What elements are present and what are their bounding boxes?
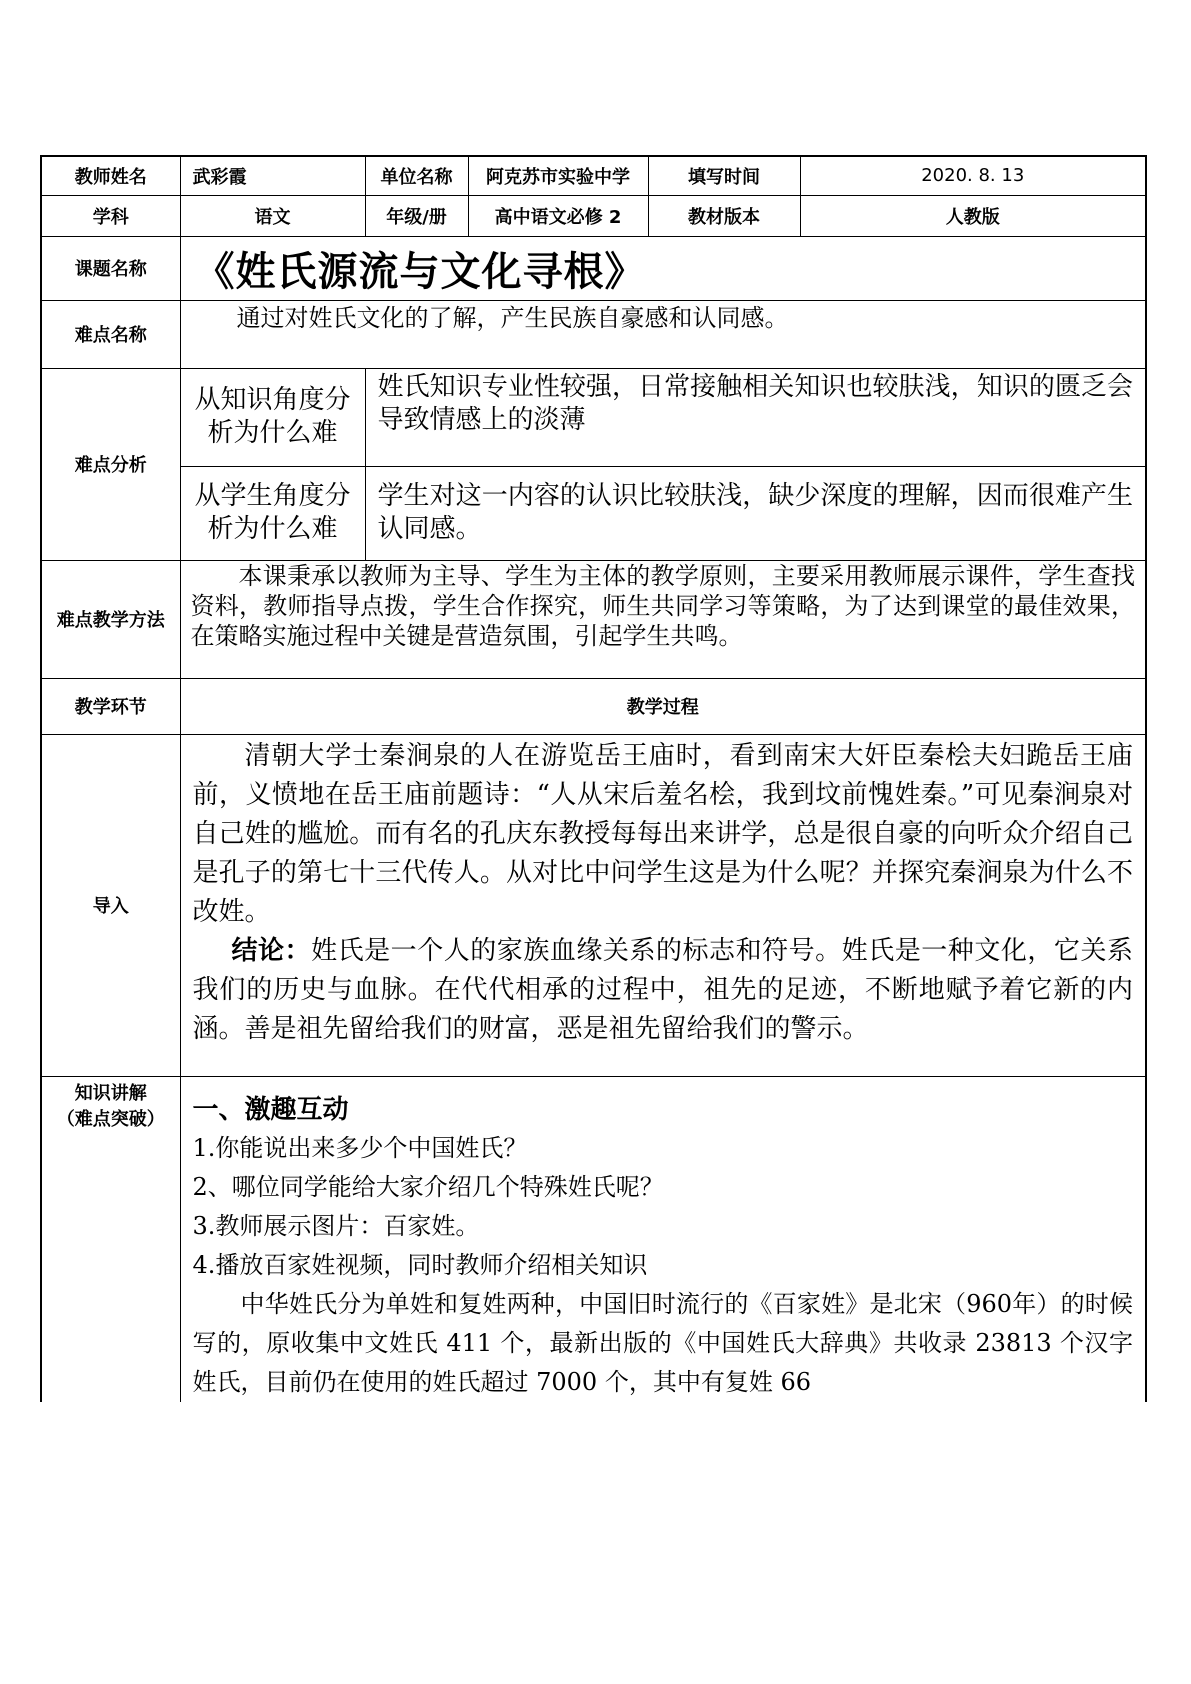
info-row-2 bbox=[41, 195, 1146, 236]
topic-row bbox=[41, 236, 1146, 300]
knowledge-label-line1: 知识讲解 bbox=[74, 1082, 147, 1104]
topic-label: 课题名称 bbox=[41, 236, 180, 300]
subject-value: 语文 bbox=[180, 195, 365, 236]
list-item-2: 2、哪位同学能给大家介绍几个特殊姓氏呢？ bbox=[192, 1172, 664, 1201]
difficulty-label: 难点名称 bbox=[41, 300, 180, 368]
process-header-row bbox=[41, 678, 1146, 734]
unit-name-label: 单位名称 bbox=[365, 156, 468, 195]
unit-name-value: 阿克苏市实验中学 bbox=[468, 156, 648, 195]
edition-label: 教材版本 bbox=[648, 195, 800, 236]
knowledge-label bbox=[41, 1076, 180, 1402]
difficulty-row bbox=[41, 300, 1146, 368]
difficulty-value: 通过对姓氏文化的了解，产生民族自豪感和认同感。 bbox=[236, 303, 789, 332]
process-content-label: 教学过程 bbox=[180, 678, 1146, 734]
student-angle-label: 从学生角度分析为什么难 bbox=[180, 466, 365, 560]
intro-row bbox=[41, 734, 1146, 1076]
conclusion-label: 结论： bbox=[231, 935, 312, 966]
list-item-3: 3.教师展示图片：百家姓。 bbox=[192, 1211, 480, 1240]
edition-value: 人教版 bbox=[800, 195, 1146, 236]
method-row bbox=[41, 560, 1146, 678]
fill-date-label: 填写时间 bbox=[648, 156, 800, 195]
info-row-1 bbox=[41, 156, 1146, 195]
analysis-row-student bbox=[41, 466, 1146, 560]
analysis-row-knowledge bbox=[41, 368, 1146, 466]
lesson-plan-page bbox=[40, 155, 1145, 1402]
knowledge-label-line2: （难点突破） bbox=[56, 1108, 165, 1130]
grade-value: 高中语文必修 2 bbox=[468, 195, 648, 236]
knowledge-angle-value: 姓氏知识专业性较强，日常接触相关知识也较肤浅，知识的匮乏会导致情感上的淡薄 bbox=[377, 371, 1133, 435]
teacher-name-value: 武彩霞 bbox=[180, 156, 365, 195]
knowledge-angle-label: 从知识角度分析为什么难 bbox=[180, 368, 365, 466]
knowledge-paragraph: 中华姓氏分为单姓和复姓两种，中国旧时流行的《百家姓》是北宋（960年）的时候写的，原收集中文姓氏 411 个，最新出版的《中国姓氏大辞典》共收录 23813 个汉字姓氏，目前仍在使用的姓氏超过 7000 个，其中有复姓 66 bbox=[192, 1289, 1133, 1396]
topic-title: 《姓氏源流与文化寻根》 bbox=[180, 236, 1146, 300]
analysis-label: 难点分析 bbox=[41, 368, 180, 560]
list-item-1: 1.你能说出来多少个中国姓氏？ bbox=[192, 1133, 528, 1162]
knowledge-row bbox=[41, 1076, 1146, 1402]
grade-label: 年级/册 bbox=[365, 195, 468, 236]
method-value: 本课秉承以教师为主导、学生为主体的教学原则，主要采用教师展示课件，学生查找资料，教师指导点拨，学生合作探究，师生共同学习等策略，为了达到课堂的最佳效果，在策略实施过程中关键是营造氛围，引起学生共鸣。 bbox=[190, 561, 1135, 650]
method-label: 难点教学方法 bbox=[41, 560, 180, 678]
lesson-plan-table bbox=[40, 155, 1147, 1402]
intro-label: 导入 bbox=[41, 734, 180, 1076]
list-item-4: 4.播放百家姓视频，同时教师介绍相关知识 bbox=[192, 1250, 648, 1279]
teacher-name-label: 教师姓名 bbox=[41, 156, 180, 195]
fill-date-value: 2020. 8. 13 bbox=[800, 156, 1146, 195]
intro-paragraph: 清朝大学士秦涧泉的人在游览岳王庙时，看到南宋大奸臣秦桧夫妇跪岳王庙前，义愤地在岳王庙前题诗：“人从宋后羞名桧，我到坟前愧姓秦。”可见秦涧泉对自己姓的尴尬。而有名的孔庆东教授每每出来讲学，总是很自豪的向听众介绍自己是孔子的第七十三代传人。从对比中问学生这是为什么呢？并探究秦涧泉为什么不改姓。 bbox=[192, 740, 1133, 927]
section-title: 一、激趣互动 bbox=[192, 1094, 349, 1125]
subject-label: 学科 bbox=[41, 195, 180, 236]
conclusion-text: 姓氏是一个人的家族血缘关系的标志和符号。姓氏是一种文化，它关系我们的历史与血脉。在代代相承的过程中，祖先的足迹，不断地赋予着它新的内涵。善是祖先留给我们的财富，恶是祖先留给我们的警示。 bbox=[192, 935, 1133, 1044]
process-stage-label: 教学环节 bbox=[41, 678, 180, 734]
intro-conclusion bbox=[193, 932, 1134, 1049]
student-angle-value: 学生对这一内容的认识比较肤浅，缺少深度的理解，因而很难产生认同感。 bbox=[377, 481, 1133, 544]
